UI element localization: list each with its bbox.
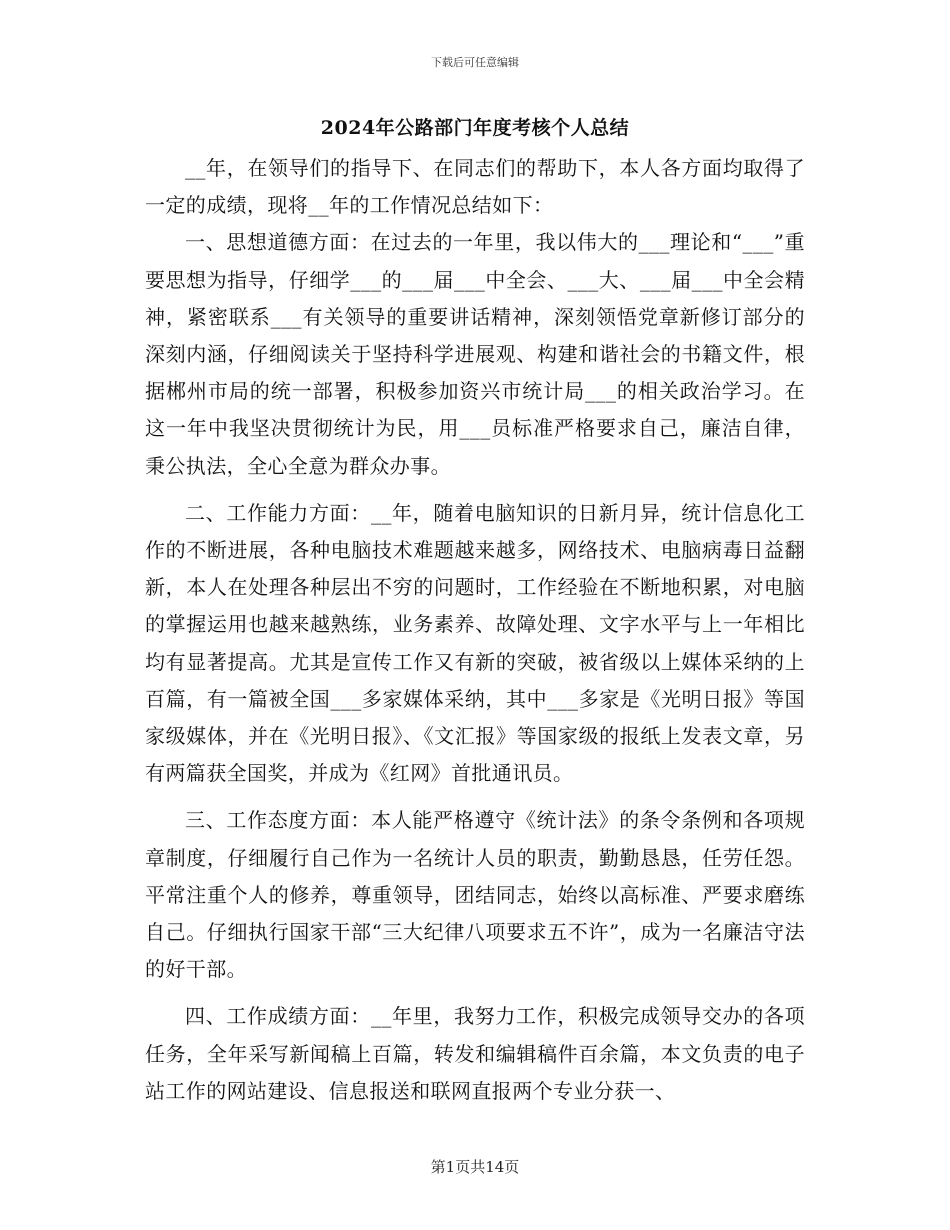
paragraph-ideology: 一、思想道德方面：在过去的一年里，我以伟大的___理论和“___”重要思想为指导，仔细学___的___届___中全会、___大、___届___中全会精神，紧密联系___有关领导的重要讲话精神，深刻领悟党章新修订部分的深刻内涵，仔细阅读关于坚持科学进展观、构建和谐社会的书籍文件，根据郴州市局的统一部署，积极参加资兴市统计局___的相关政治学习。在这一年中我坚决贯彻统计为民，用___员标准严格要求自己，廉洁自律，秉公执法，全心全意为群众办事。 [145,230,805,478]
paragraph-gap [145,988,805,998]
paragraph-ability: 二、工作能力方面：__年，随着电脑知识的日新月异，统计信息化工作的不断进展，各种电脑技术难题越来越多，网络技术、电脑病毒日益翻新，本人在处理各种层出不穷的问题时，工作经验在不断地积累，对电脑的掌握运用也越来越熟练，业务素养、故障处理、文字水平与上一年相比均有显著提高。尤其是宣传工作又有新的突破，被省级以上媒体采纳的上百篇，有一篇被全国___多家媒体采纳，其中___多家是《光明日报》等国家级媒体，并在《光明日报》、《文汇报》等国家级的报纸上发表文章，另有两篇获全国奖，并成为《红网》首批通讯员。 [145,500,805,786]
page-number: 第1页共14页 [430,1158,520,1176]
document-body [145,150,805,1110]
paragraph-gap [145,792,805,802]
paragraph-achievements: 四、工作成绩方面：__年里，我努力工作，积极完成领导交办的各项任务，全年采写新闻稿上百篇，转发和编辑稿件百余篇，本文负责的电子站工作的网站建设、信息报送和联网直报两个专业分获一、 [145,1004,805,1103]
paragraph-intro: __年，在领导们的指导下、在同志们的帮助下，本人各方面均取得了一定的成绩，现将__年的工作情况总结如下： [145,156,805,218]
paragraph-attitude: 三、工作态度方面：本人能严格遵守《统计法》的条令条例和各项规章制度，仔细履行自己作为一名统计人员的职责，勤勤恳恳，任劳任怨。平常注重个人的修养，尊重领导，团结同志，始终以高标准、严要求磨练自己。仔细执行国家干部“三大纪律八项要求五不许”，成为一名廉洁守法的好干部。 [145,808,805,982]
header-note: 下载后可任意编辑 [431,56,519,69]
paragraph-gap [145,485,805,495]
document-title: 2024年公路部门年度考核个人总结 [320,117,630,139]
